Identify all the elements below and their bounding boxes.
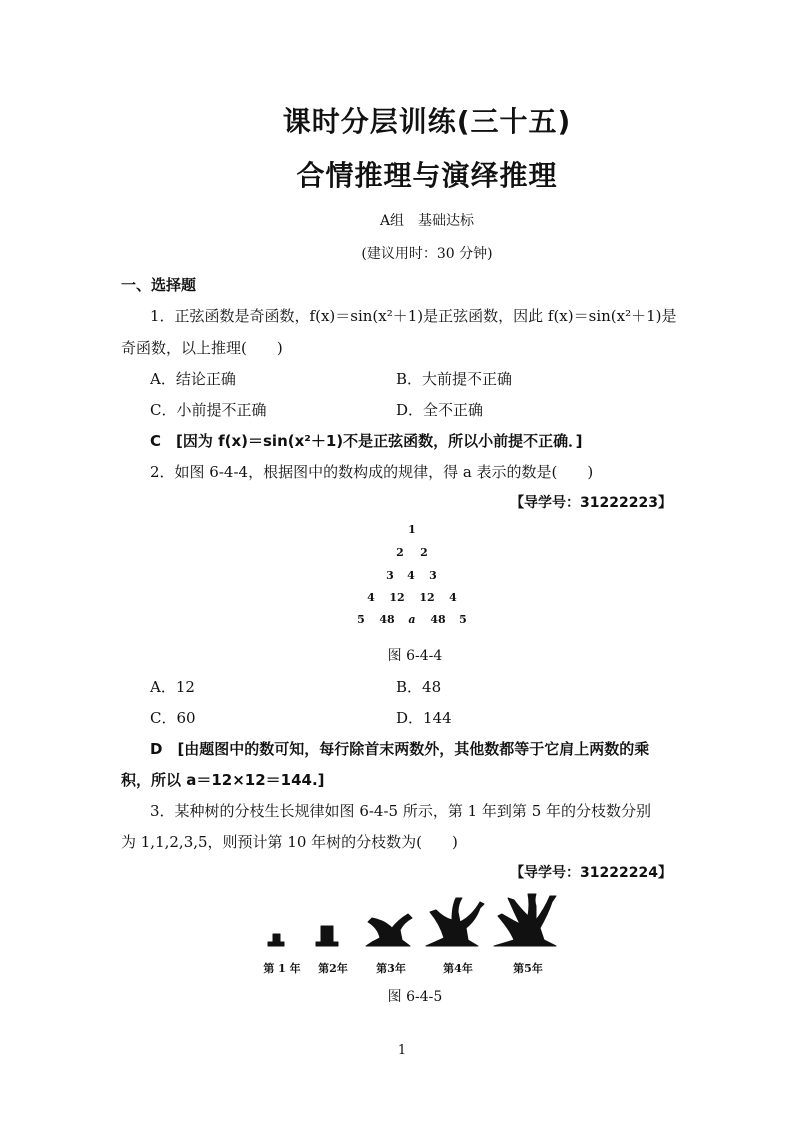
q2-guide-number: 【导学号：31222223】 [510, 495, 672, 511]
q1-option-c: C．小前提不正确 [150, 401, 267, 419]
q2-answer-line2: 积，所以 a＝12×12＝144.] [121, 771, 325, 789]
triangle-cell: 48 [430, 613, 446, 626]
suggested-time: (建议用时：30 分钟) [361, 246, 493, 262]
triangle-cell: 5 [357, 613, 365, 626]
group-label: A组 基础达标 [379, 213, 475, 229]
triangle-cell: 3 [429, 569, 437, 582]
tree-year-3 [366, 914, 412, 946]
triangle-cell: 48 [379, 613, 395, 626]
tree-growth-figure [0, 890, 794, 960]
q3-stem-line1: 3．某种树的分枝生长规律如图 6-4-5 所示，第 1 年到第 5 年的分枝数分别 [150, 802, 652, 820]
figure-caption-644: 图 6-4-4 [387, 648, 443, 664]
page-subtitle: 合情推理与演绎推理 [296, 159, 558, 192]
triangle-cell: 3 [386, 569, 394, 582]
q1-option-a: A．结论正确 [150, 370, 236, 388]
q3-guide-number: 【导学号：31222224】 [510, 865, 672, 881]
triangle-cell: 4 [367, 591, 375, 604]
tree-year-4 [426, 898, 484, 946]
triangle-cell: 12 [419, 591, 435, 604]
triangle-cell: 5 [459, 613, 467, 626]
triangle-cell: a [408, 613, 416, 626]
q2-answer-line1: D [由题图中的数可知，每行除首末两数外，其他数都等于它肩上两数的乘 [150, 740, 650, 758]
figure-caption-645: 图 6-4-5 [387, 989, 443, 1005]
triangle-cell: 1 [408, 523, 416, 536]
section-heading: 一、选择题 [121, 276, 197, 294]
q1-option-b: B．大前提不正确 [396, 370, 513, 388]
q2-option-d: D．144 [396, 709, 452, 727]
tree-year-5 [494, 894, 556, 946]
triangle-cell: 2 [420, 546, 428, 559]
q2-option-a: A．12 [150, 678, 195, 696]
q3-stem-line2: 为 1,1,2,3,5，则预计第 10 年树的分枝数为( ) [121, 833, 458, 851]
triangle-cell: 4 [449, 591, 457, 604]
tree-label-year-3: 第3年 [376, 962, 406, 975]
tree-label-year-5: 第5年 [513, 962, 543, 975]
triangle-cell: 12 [389, 591, 405, 604]
q1-stem-line1: 1．正弦函数是奇函数，f(x)＝sin(x²＋1)是正弦函数，因此 f(x)＝sin(x²＋1)是 [150, 307, 677, 325]
q1-option-d: D．全不正确 [396, 401, 484, 419]
page-number: 1 [397, 1043, 407, 1058]
triangle-cell: 4 [407, 569, 415, 582]
tree-label-year-4: 第4年 [443, 962, 473, 975]
q2-option-c: C．60 [150, 709, 196, 727]
tree-label-year-1: 第 1 年 [263, 962, 301, 975]
triangle-cell: 2 [396, 546, 404, 559]
q1-stem-line2: 奇函数，以上推理( ) [121, 339, 283, 357]
q2-option-b: B．48 [396, 678, 442, 696]
q1-answer: C [因为 f(x)＝sin(x²＋1)不是正弦函数，所以小前提不正确．] [150, 432, 583, 450]
page-title: 课时分层训练(三十五) [282, 105, 572, 138]
q2-stem: 2．如图 6-4-4，根据图中的数构成的规律，得 a 表示的数是( ) [150, 463, 594, 481]
tree-label-year-2: 第2年 [318, 962, 348, 975]
